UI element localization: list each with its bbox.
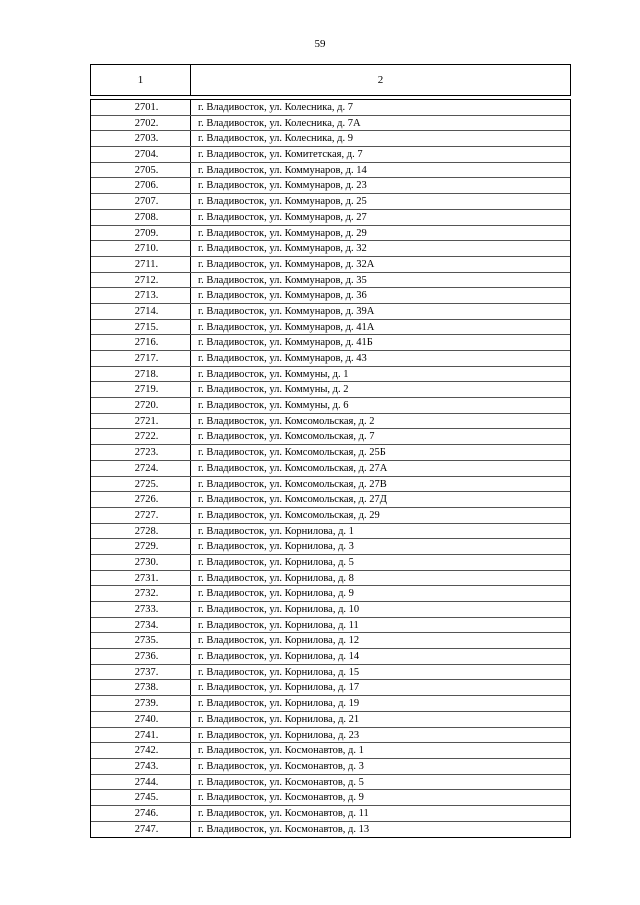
- row-address: г. Владивосток, ул. Коммуны, д. 2: [198, 384, 349, 396]
- row-address: г. Владивосток, ул. Комсомольская, д. 27Д: [198, 494, 387, 506]
- table-row: [91, 429, 570, 445]
- table-row: [91, 618, 570, 634]
- table-row: [91, 351, 570, 367]
- row-address: г. Владивосток, ул. Корнилова, д. 15: [198, 666, 360, 678]
- table-row: [91, 178, 570, 194]
- row-number: 2725.: [91, 477, 191, 492]
- row-address: г. Владивосток, ул. Коммуны, д. 1: [198, 368, 349, 380]
- row-number: 2714.: [91, 304, 191, 319]
- table-row: [91, 759, 570, 775]
- table-row: [91, 335, 570, 351]
- table-row: [91, 665, 570, 681]
- table-row: [91, 822, 570, 838]
- row-number: 2738.: [91, 680, 191, 695]
- row-number: 2704.: [91, 147, 191, 162]
- row-number: 2747.: [91, 822, 191, 838]
- row-number: 2734.: [91, 618, 191, 633]
- table-row: [91, 571, 570, 587]
- row-address: г. Владивосток, ул. Корнилова, д. 9: [198, 588, 354, 600]
- table-row: [91, 477, 570, 493]
- row-number: 2710.: [91, 241, 191, 256]
- row-number: 2741.: [91, 728, 191, 743]
- table-row: [91, 398, 570, 414]
- table-row: [91, 539, 570, 555]
- row-address: г. Владивосток, ул. Корнилова, д. 1: [198, 525, 354, 537]
- row-number: 2713.: [91, 288, 191, 303]
- row-number: 2703.: [91, 131, 191, 146]
- row-address: г. Владивосток, ул. Коммунаров, д. 27: [198, 211, 367, 223]
- row-number: 2731.: [91, 571, 191, 586]
- row-address: г. Владивосток, ул. Корнилова, д. 12: [198, 635, 360, 647]
- row-number: 2743.: [91, 759, 191, 774]
- row-address: г. Владивосток, ул. Корнилова, д. 10: [198, 604, 360, 615]
- row-number: 2724.: [91, 461, 191, 476]
- row-number: 2737.: [91, 665, 191, 680]
- table-row: [91, 712, 570, 728]
- page-number: 59: [314, 38, 326, 50]
- row-address: г. Владивосток, ул. Коммуны, д. 6: [198, 400, 349, 412]
- table-row: [91, 320, 570, 336]
- table-row: [91, 586, 570, 602]
- row-address: г. Владивосток, ул. Коммунаров, д. 14: [198, 164, 367, 176]
- row-address: г. Владивосток, ул. Космонавтов, д. 11: [198, 807, 369, 819]
- table-row: [91, 743, 570, 759]
- row-number: 2745.: [91, 790, 191, 805]
- row-number: 2746.: [91, 806, 191, 821]
- table-row: [91, 696, 570, 712]
- row-number: 2742.: [91, 743, 191, 758]
- row-address: г. Владивосток, ул. Комсомольская, д. 25Б: [198, 447, 386, 459]
- row-address: г. Владивосток, ул. Коммунаров, д. 23: [198, 180, 367, 192]
- table-row: [91, 116, 570, 132]
- row-address: г. Владивосток, ул. Коммунаров, д. 43: [198, 353, 367, 364]
- table-row: [91, 304, 570, 320]
- row-number: 2722.: [91, 429, 191, 444]
- row-address: г. Владивосток, ул. Комсомольская, д. 2: [198, 415, 375, 427]
- table-row: [91, 492, 570, 508]
- row-address: г. Владивосток, ул. Колесника, д. 7: [198, 102, 353, 113]
- row-number: 2706.: [91, 178, 191, 193]
- row-address: г. Владивосток, ул. Коммунаров, д. 29: [198, 227, 367, 239]
- row-address: г. Владивосток, ул. Корнилова, д. 8: [198, 572, 354, 584]
- row-number: 2719.: [91, 382, 191, 397]
- row-address: г. Владивосток, ул. Комсомольская, д. 7: [198, 431, 375, 443]
- row-address: г. Владивосток, ул. Комитетская, д. 7: [198, 149, 363, 161]
- row-address: г. Владивосток, ул. Космонавтов, д. 5: [198, 776, 364, 788]
- table-row: [91, 288, 570, 304]
- row-address: г. Владивосток, ул. Комсомольская, д. 29: [198, 509, 380, 521]
- table-row: [91, 163, 570, 179]
- row-address: г. Владивосток, ул. Корнилова, д. 14: [198, 651, 360, 663]
- table-row: [91, 775, 570, 791]
- row-address: г. Владивосток, ул. Коммунаров, д. 32: [198, 243, 367, 255]
- table-row: [91, 257, 570, 273]
- row-number: 2711.: [91, 257, 191, 272]
- table-row: [91, 524, 570, 540]
- row-address: г. Владивосток, ул. Космонавтов, д. 13: [198, 823, 370, 835]
- row-number: 2728.: [91, 524, 191, 539]
- row-address: г. Владивосток, ул. Колесника, д. 7А: [198, 117, 361, 129]
- table-row: [91, 194, 570, 210]
- row-number: 2739.: [91, 696, 191, 711]
- row-address: г. Владивосток, ул. Корнилова, д. 17: [198, 682, 360, 694]
- table-row: [91, 445, 570, 461]
- row-address: г. Владивосток, ул. Комсомольская, д. 27В: [198, 478, 387, 490]
- row-number: 2716.: [91, 335, 191, 350]
- row-number: 2732.: [91, 586, 191, 601]
- row-number: 2701.: [91, 100, 191, 115]
- row-address: г. Владивосток, ул. Коммунаров, д. 32А: [198, 258, 375, 270]
- table-row: [91, 241, 570, 257]
- row-number: 2721.: [91, 414, 191, 429]
- row-number: 2708.: [91, 210, 191, 225]
- row-number: 2740.: [91, 712, 191, 727]
- table-row: [91, 210, 570, 226]
- table-row: [91, 555, 570, 571]
- row-address: г. Владивосток, ул. Коммунаров, д. 35: [198, 274, 367, 286]
- row-number: 2744.: [91, 775, 191, 790]
- table-row: [91, 100, 570, 116]
- table-row: [91, 806, 570, 822]
- header-col-address: 2: [377, 74, 384, 86]
- table-header: [90, 64, 571, 96]
- row-address: г. Владивосток, ул. Космонавтов, д. 9: [198, 792, 364, 804]
- row-number: 2718.: [91, 367, 191, 382]
- row-number: 2705.: [91, 163, 191, 178]
- row-number: 2709.: [91, 226, 191, 241]
- row-address: г. Владивосток, ул. Коммунаров, д. 36: [198, 290, 367, 302]
- table-row: [91, 680, 570, 696]
- row-number: 2715.: [91, 320, 191, 335]
- table-row: [91, 367, 570, 383]
- row-address: г. Владивосток, ул. Корнилова, д. 21: [198, 713, 360, 725]
- row-address: г. Владивосток, ул. Космонавтов, д. 3: [198, 760, 364, 772]
- row-number: 2733.: [91, 602, 191, 617]
- row-address: г. Владивосток, ул. Коммунаров, д. 39А: [198, 305, 375, 317]
- header-col-number: 1: [91, 65, 191, 95]
- row-number: 2717.: [91, 351, 191, 366]
- row-address: г. Владивосток, ул. Корнилова, д. 5: [198, 556, 354, 568]
- table-row: [91, 790, 570, 806]
- row-number: 2730.: [91, 555, 191, 570]
- table-row: [91, 633, 570, 649]
- table-row: [91, 461, 570, 477]
- row-number: 2726.: [91, 492, 191, 507]
- row-number: 2707.: [91, 194, 191, 209]
- table-row: [91, 728, 570, 744]
- table-row: [91, 273, 570, 289]
- row-number: 2727.: [91, 508, 191, 523]
- table-row: [91, 649, 570, 665]
- row-address: г. Владивосток, ул. Коммунаров, д. 25: [198, 196, 367, 208]
- row-number: 2723.: [91, 445, 191, 460]
- table-row: [91, 508, 570, 524]
- row-address: г. Владивосток, ул. Коммунаров, д. 41А: [198, 321, 375, 333]
- table-row: [91, 414, 570, 430]
- row-address: г. Владивосток, ул. Комсомольская, д. 27А: [198, 462, 388, 474]
- row-address: г. Владивосток, ул. Корнилова, д. 11: [198, 619, 359, 631]
- table-row: [91, 226, 570, 242]
- row-number: 2735.: [91, 633, 191, 648]
- row-address: г. Владивосток, ул. Корнилова, д. 3: [198, 541, 354, 553]
- table-row: [91, 131, 570, 147]
- table-row: [91, 147, 570, 163]
- row-number: 2729.: [91, 539, 191, 554]
- row-address: г. Владивосток, ул. Корнилова, д. 19: [198, 698, 360, 710]
- row-number: 2712.: [91, 273, 191, 288]
- row-number: 2736.: [91, 649, 191, 664]
- row-address: г. Владивосток, ул. Коммунаров, д. 41Б: [198, 337, 373, 349]
- row-address: г. Владивосток, ул. Космонавтов, д. 1: [198, 745, 364, 757]
- row-address: г. Владивосток, ул. Корнилова, д. 23: [198, 729, 360, 741]
- address-table: [90, 99, 571, 838]
- row-number: 2720.: [91, 398, 191, 413]
- row-number: 2702.: [91, 116, 191, 131]
- row-address: г. Владивосток, ул. Колесника, д. 9: [198, 133, 353, 145]
- table-row: [91, 382, 570, 398]
- table-row: [91, 602, 570, 618]
